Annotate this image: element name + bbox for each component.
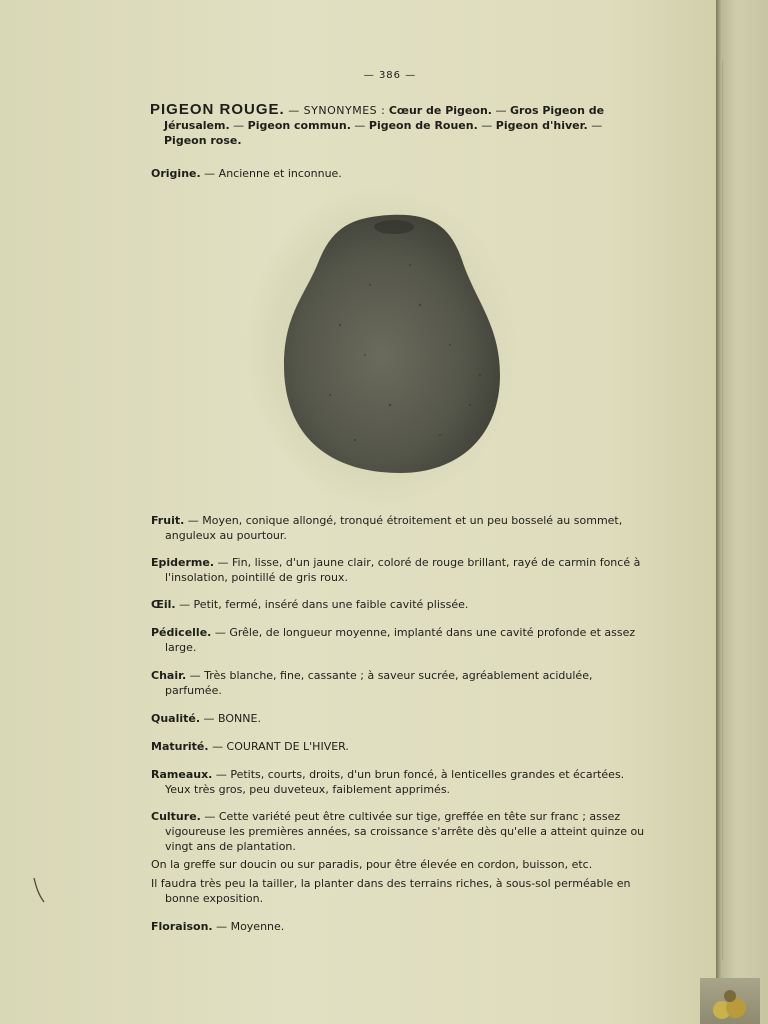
- pedicelle-text: — Grêle, de longueur moyenne, implanté dans une cavité profonde et assez large.: [165, 626, 636, 654]
- epiderme-label: Epiderme.: [151, 556, 215, 569]
- page-stack-edge: [716, 0, 768, 1024]
- edge-line: [722, 60, 723, 960]
- pear-body: [284, 215, 500, 473]
- pear-eye: [374, 220, 414, 234]
- fruit-text: — Moyen, conique allongé, tronqué étroitement et un peu bosselé au sommet, anguleux au pourtour.: [165, 514, 623, 542]
- epiderme-text: — Fin, lisse, d'un jaune clair, coloré de rouge brillant, rayé de carmin foncé à l'insolation, pointillé de gris roux.: [165, 556, 641, 584]
- page-number: — 386 —: [363, 70, 417, 81]
- synonym: Gros Pigeon de Jérusalem.: [164, 104, 605, 132]
- qualite-label: Qualité.: [151, 712, 201, 725]
- synonym: Cœur de Pigeon.: [388, 104, 492, 117]
- synonyms-label: — SYNONYMES :: [288, 104, 386, 117]
- fruit-entry: [151, 513, 645, 543]
- pedicelle-entry: [151, 625, 645, 655]
- maturite-label: Maturité.: [151, 740, 209, 753]
- separator: —: [233, 119, 245, 132]
- culture-text: — Cette variété peut être cultivée sur tige, greffée en tête sur franc ; assez vigoureuse les premières années, sa croissance s'arrête dès qu'elle a atteint quinze ou vingt ans de plantation.: [165, 810, 645, 853]
- margin-pencil-mark: [32, 876, 48, 906]
- variety-title: PIGEON ROUGE.: [150, 101, 285, 118]
- epiderme-entry: [151, 555, 645, 585]
- pedicelle-label: Pédicelle.: [151, 626, 212, 639]
- separator: —: [495, 104, 507, 117]
- origine-label: Origine.: [151, 167, 201, 180]
- qualite-entry: [151, 711, 645, 726]
- floraison-entry: [151, 919, 645, 934]
- qualite-text: — BONNE.: [203, 712, 261, 725]
- oeil-text: — Petit, fermé, inséré dans une faible cavité plissée.: [179, 598, 469, 611]
- maturite-entry: [151, 739, 645, 754]
- rameaux-label: Rameaux.: [151, 768, 213, 781]
- variety-heading: [150, 102, 642, 148]
- rameaux-entry: [151, 767, 645, 797]
- culture-entry: [151, 809, 645, 854]
- fruit-label: Fruit.: [151, 514, 185, 527]
- maturite-text: — COURANT DE L'HIVER.: [212, 740, 349, 753]
- chair-label: Chair.: [151, 669, 187, 682]
- synonym: Pigeon d'hiver.: [495, 119, 588, 132]
- pear-illustration: [270, 205, 510, 485]
- separator: —: [591, 119, 603, 132]
- edge-line: [718, 60, 719, 960]
- floraison-text: — Moyenne.: [216, 920, 285, 933]
- culture-paragraph-3: Il faudra très peu la tailler, la planter dans des terrains riches, à sous-sol perméable en bonne exposition.: [151, 877, 631, 905]
- oeil-entry: [151, 597, 645, 612]
- corner-thumbnail-logo: [700, 978, 760, 1024]
- floraison-label: Floraison.: [151, 920, 213, 933]
- culture-paragraph-2: On la greffe sur doucin ou sur paradis, pour être élevée en cordon, buisson, etc.: [151, 858, 593, 871]
- chair-entry: [151, 668, 645, 698]
- synonym: Pigeon rose.: [164, 134, 242, 147]
- oeil-label: Œil.: [151, 598, 176, 611]
- culture-label: Culture.: [151, 810, 201, 823]
- rameaux-text: — Petits, courts, droits, d'un brun foncé, à lenticelles grandes et écartées. Yeux très gros, peu duveteux, faiblement apprimés.: [165, 768, 625, 796]
- origine-entry: [151, 166, 631, 181]
- separator: —: [481, 119, 493, 132]
- synonym: Pigeon commun.: [247, 119, 351, 132]
- origine-text: — Ancienne et inconnue.: [204, 167, 342, 180]
- pear-logo-icon: [700, 978, 760, 1024]
- chair-text: — Très blanche, fine, cassante ; à saveur sucrée, agréablement acidulée, parfumée.: [165, 669, 593, 697]
- synonym: Pigeon de Rouen.: [368, 119, 478, 132]
- separator: —: [354, 119, 366, 132]
